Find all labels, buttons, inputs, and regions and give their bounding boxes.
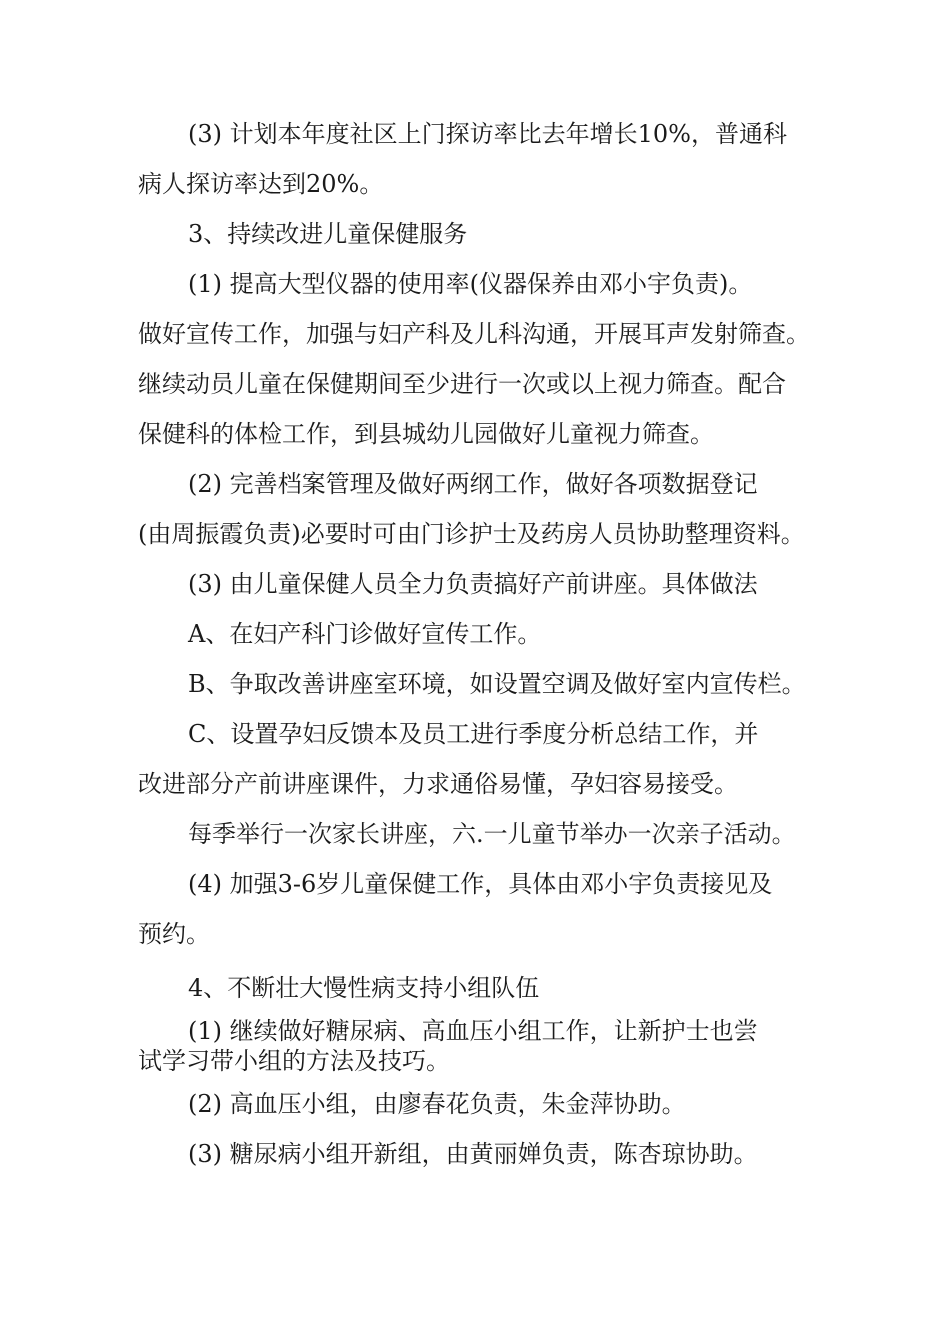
section-heading: 3、持续改进儿童保健服务 bbox=[188, 220, 468, 248]
paragraph-line: 每季举行一次家长讲座，六.一儿童节举办一次亲子活动。 bbox=[188, 820, 796, 848]
paragraph-line: 预约。 bbox=[138, 920, 210, 948]
section-heading: 4、不断壮大慢性病支持小组队伍 bbox=[188, 974, 540, 1002]
paragraph-line: (3) 由儿童保健人员全力负责搞好产前讲座。具体做法 bbox=[188, 570, 758, 598]
paragraph-line: B、争取改善讲座室环境，如设置空调及做好室内宣传栏。 bbox=[188, 670, 806, 698]
paragraph-line: A、在妇产科门诊做好宣传工作。 bbox=[188, 620, 542, 648]
paragraph-line: (2) 完善档案管理及做好两纲工作，做好各项数据登记 bbox=[188, 470, 758, 498]
paragraph-line: C、设置孕妇反馈本及员工进行季度分析总结工作，并 bbox=[188, 720, 759, 748]
paragraph-line: (1) 提高大型仪器的使用率(仪器保养由邓小宇负责)。 bbox=[188, 270, 753, 298]
paragraph-line: (4) 加强3-6岁儿童保健工作，具体由邓小宇负责接见及 bbox=[188, 870, 773, 898]
paragraph-line: 改进部分产前讲座课件，力求通俗易懂，孕妇容易接受。 bbox=[138, 770, 738, 798]
paragraph-line: (3) 糖尿病小组开新组，由黄丽婵负责，陈杏琼协助。 bbox=[188, 1140, 758, 1168]
paragraph-line: 做好宣传工作，加强与妇产科及儿科沟通，开展耳声发射筛查。 bbox=[138, 320, 810, 348]
paragraph-line: (2) 高血压小组，由廖春花负责，朱金萍协助。 bbox=[188, 1090, 686, 1118]
paragraph-line: (1) 继续做好糖尿病、高血压小组工作，让新护士也尝 bbox=[188, 1017, 758, 1045]
paragraph-line: (由周振霞负责)必要时可由门诊护士及药房人员协助整理资料。 bbox=[138, 520, 805, 548]
paragraph-line: 试学习带小组的方法及技巧。 bbox=[138, 1047, 450, 1075]
paragraph-line: (3) 计划本年度社区上门探访率比去年增长10%，普通科 bbox=[188, 120, 787, 148]
paragraph-line: 继续动员儿童在保健期间至少进行一次或以上视力筛查。配合 bbox=[138, 370, 786, 398]
paragraph-line: 保健科的体检工作，到县城幼儿园做好儿童视力筛查。 bbox=[138, 420, 714, 448]
paragraph-line: 病人探访率达到20%。 bbox=[138, 170, 384, 198]
